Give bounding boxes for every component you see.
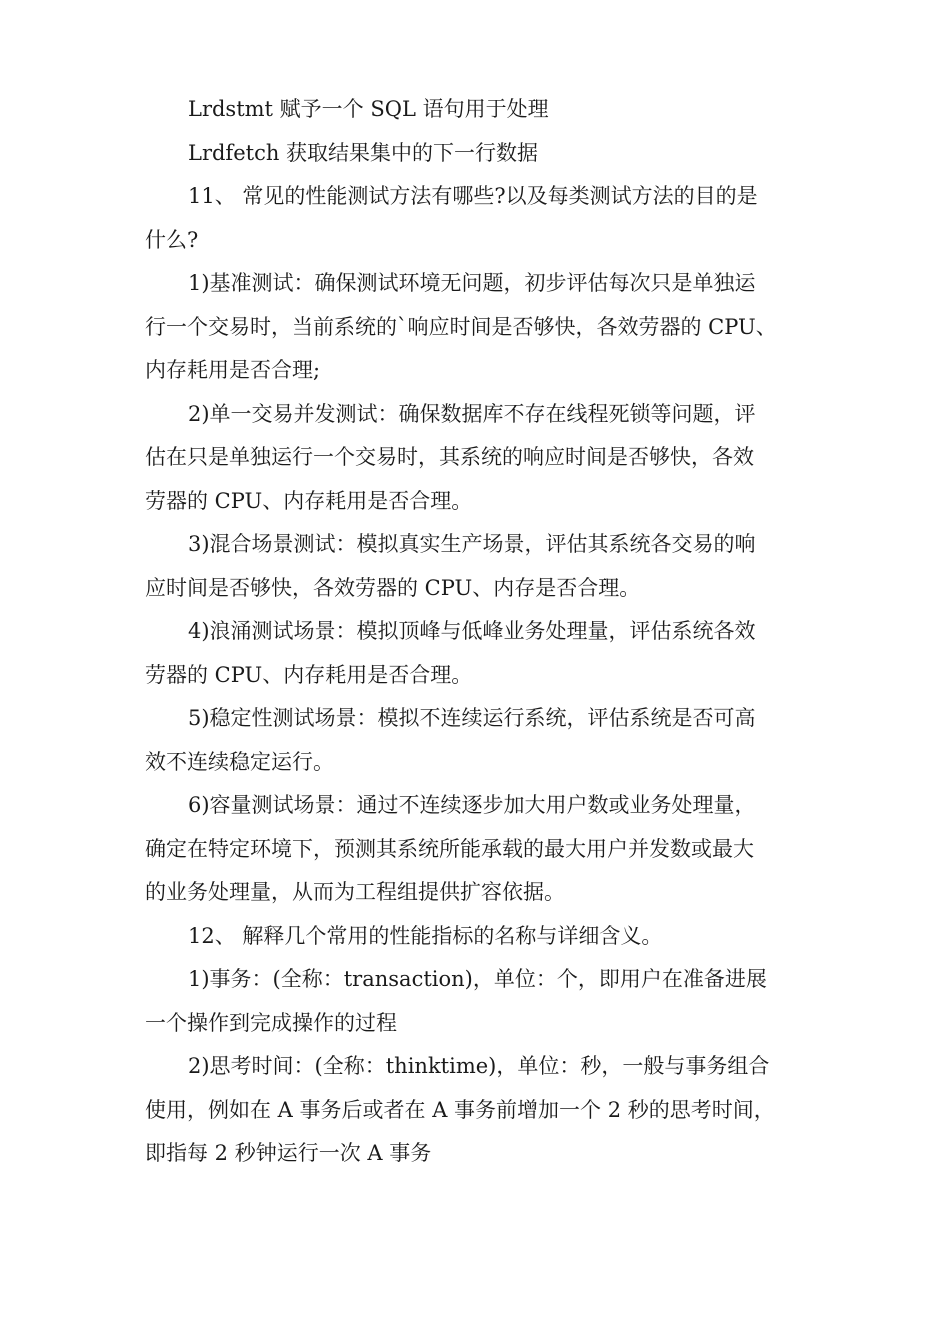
- text-line: 确定在特定环境下，预测其系统所能承载的最大用户并发数或最大: [145, 836, 754, 861]
- text-line: 劳器的 CPU、内存耗用是否合理。: [145, 488, 473, 513]
- list-item: 1)基准测试：确保测试环境无问题，初步评估每次只是单独运: [188, 271, 756, 295]
- list-item: 3)混合场景测试：模拟真实生产场景，评估其系统各交易的响: [188, 532, 756, 556]
- question-heading: 12、 解释几个常用的性能指标的名称与详细含义。: [188, 923, 663, 948]
- question-heading: 11、 常见的性能测试方法有哪些?以及每类测试方法的目的是: [188, 184, 758, 208]
- list-item: 1)事务：(全称：transaction)，单位：个，即用户在准备进展: [188, 967, 767, 991]
- list-item: 5)稳定性测试场景：模拟不连续运行系统，评估系统是否可高: [188, 706, 756, 730]
- text-line: 内存耗用是否合理;: [145, 358, 321, 382]
- text-line: 行一个交易时，当前系统的`响应时间是否够快，各效劳器的 CPU、: [145, 314, 777, 339]
- document-page: [145, 88, 807, 1176]
- list-item: 4)浪涌测试场景：模拟顶峰与低峰业务处理量，评估系统各效: [188, 619, 756, 643]
- text-line: Lrdfetch 获取结果集中的下一行数据: [188, 140, 539, 165]
- text-line: 什么?: [145, 227, 199, 252]
- text-line: 估在只是单独运行一个交易时，其系统的响应时间是否够快，各效: [145, 445, 754, 469]
- text-line: Lrdstmt 赋予一个 SQL 语句用于处理: [188, 97, 549, 121]
- text-line: 劳器的 CPU、内存耗用是否合理。: [145, 662, 473, 687]
- text-line: 即指每 2 秒钟运行一次 A 事务: [145, 1141, 432, 1165]
- text-line: 效不连续稳定运行。: [145, 749, 334, 774]
- text-line: 一个操作到完成操作的过程: [145, 1010, 397, 1035]
- text-line: 的业务处理量，从而为工程组提供扩容依据。: [145, 880, 565, 904]
- list-item: 2)思考时间：(全称：thinktime)，单位：秒，一般与事务组合: [188, 1054, 770, 1078]
- list-item: 2)单一交易并发测试：确保数据库不存在线程死锁等问题，评: [188, 401, 756, 426]
- text-line: 使用，例如在 A 事务后或者在 A 事务前增加一个 2 秒的思考时间，: [145, 1097, 775, 1122]
- list-item: 6)容量测试场景：通过不连续逐步加大用户数或业务处理量，: [188, 793, 756, 817]
- text-line: 应时间是否够快，各效劳器的 CPU、内存是否合理。: [145, 575, 641, 600]
